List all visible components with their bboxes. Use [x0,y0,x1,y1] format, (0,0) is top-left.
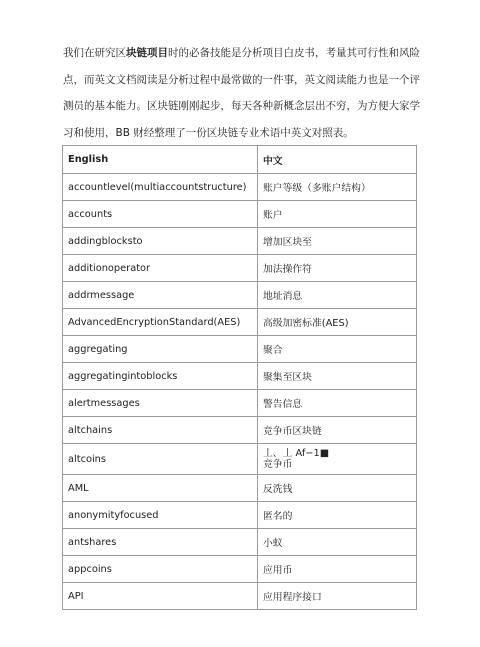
header-english: English [63,146,258,174]
term-english: alertmessages [63,390,258,417]
term-english: accountlevel(multiaccountstructure) [63,174,258,201]
term-chinese-garbled: 丄、丄 Af−1■ [263,448,330,459]
table-row [63,255,417,282]
term-chinese: 高级加密标准(AES) [258,309,417,336]
table-row [63,282,417,309]
term-chinese-garbled-cell [258,444,417,475]
term-chinese: 应用币 [258,556,417,583]
term-english: aggregating [63,336,258,363]
term-english: altchains [63,417,258,444]
intro-line-2: 点，而英文文档阅读是分析过程中最常做的一件事，英文阅读能力也是一个评 [63,73,420,86]
term-chinese: 聚合 [258,336,417,363]
term-chinese: 匿名的 [258,502,417,529]
term-english: antshares [63,529,258,556]
term-chinese: 聚集至区块 [258,363,417,390]
table-row [63,309,417,336]
term-chinese: 小蚁 [258,529,417,556]
header-chinese: 中文 [258,146,417,174]
intro-line-4: 习和使用，BB 财经整理了一份区块链专业术语中英文对照表。 [63,126,354,139]
term-english: accounts [63,201,258,228]
intro-line-1-post: 时的必备技能是分析项目白皮书，考量其可行性和风险 [168,47,420,59]
glossary-table [62,145,417,610]
table-row [63,444,417,475]
term-english: AML [63,475,258,502]
term-chinese: 反洗钱 [258,475,417,502]
term-chinese: 账户 [258,201,417,228]
table-row [63,336,417,363]
term-english: altcoins [63,444,258,475]
table-row [63,174,417,201]
table-row [63,529,417,556]
table-row [63,363,417,390]
term-english: appcoins [63,556,258,583]
term-chinese: 增加区块至 [258,228,417,255]
term-english: addrmessage [63,282,258,309]
table-row [63,502,417,529]
term-english: additionoperator [63,255,258,282]
term-english: AdvancedEncryptionStandard(AES) [63,309,258,336]
intro-paragraph [63,40,423,146]
term-english: aggregatingintoblocks [63,363,258,390]
term-chinese: 竞争币区块链 [258,417,417,444]
term-english: anonymityfocused [63,502,258,529]
intro-line-3: 测员的基本能力。区块链刚刚起步，每天各种新概念层出不穷，为方便大家学 [63,100,420,112]
term-chinese: 警告信息 [258,390,417,417]
term-chinese: 地址消息 [258,282,417,309]
table-row [63,390,417,417]
term-english: API [63,583,258,610]
term-chinese: 应用程序接口 [258,583,417,610]
term-chinese: 竞争币 [263,459,293,470]
intro-line-1-pre: 我们在研究区 [63,47,126,59]
table-row [63,475,417,502]
table-row [63,417,417,444]
term-chinese: 账户等级（多账户结构） [258,174,417,201]
table-row [63,201,417,228]
term-chinese: 加法操作符 [258,255,417,282]
intro-line-1-bold: 块链项目 [126,47,168,59]
table-row [63,556,417,583]
term-english: addingblocksto [63,228,258,255]
table-header-row [63,146,417,174]
table-row [63,228,417,255]
table-row [63,583,417,610]
intro-line-1 [63,40,423,67]
